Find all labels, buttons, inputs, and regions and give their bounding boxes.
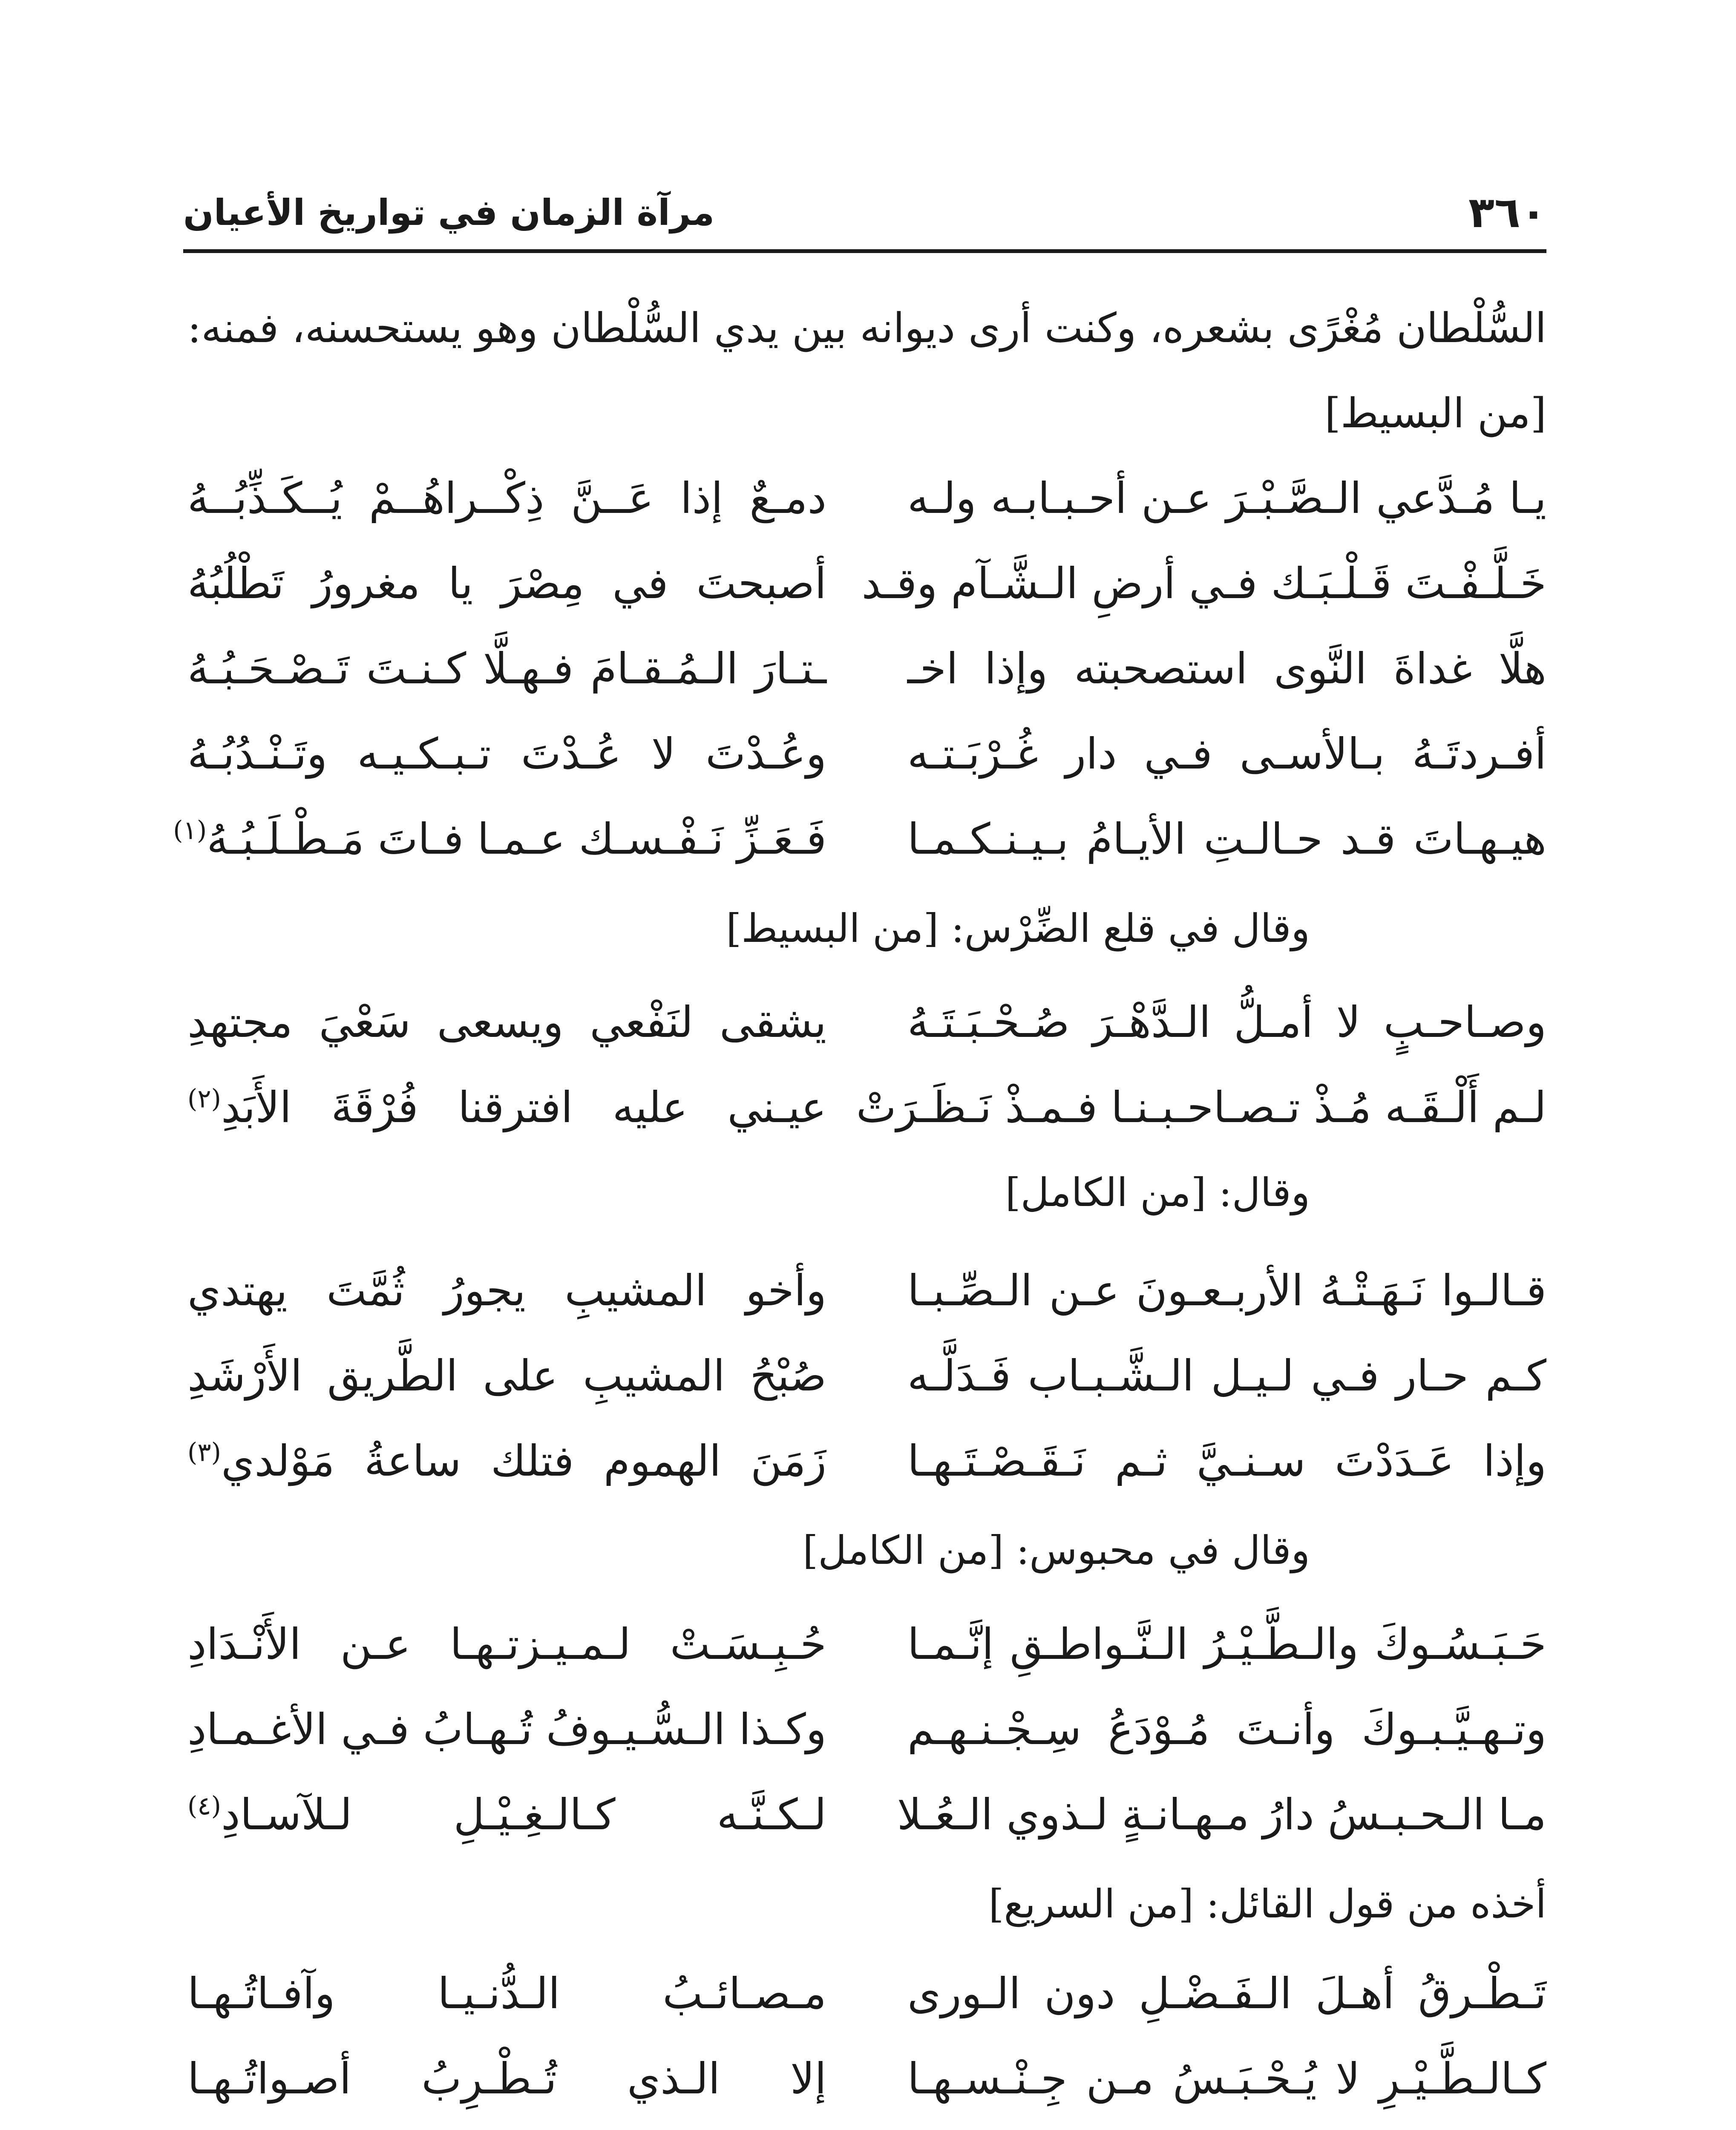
verse-row xyxy=(187,1065,1546,1150)
hemistich-text: فَـعَـزِّ نَـفْـسـك عـمـا فـاتَ مَـطْـلَـبُـهُ xyxy=(207,814,826,864)
footnote-marker: (٣) xyxy=(187,1437,222,1468)
verse-row xyxy=(187,1419,1546,1504)
hemistich-second xyxy=(187,1419,826,1504)
hemistich-second: حُـبِـسَـتْ لـمـيـزتـهـا عـن الأَنْـدَادِ xyxy=(187,1619,826,1669)
verse-row xyxy=(187,1602,1546,1687)
verse-row xyxy=(187,2036,1546,2121)
hemistich-first: كـم حـار فـي لـيـل الـشَّـبـاب فَـدَلَّـه xyxy=(907,1351,1546,1401)
hemistich-second: وعُـدْتَ لا عُـدْتَ تـبـكـيـه وتَـنْـدُبُـهُ xyxy=(187,729,826,779)
footnote-marker: (١) xyxy=(173,815,207,846)
hemistich-second xyxy=(187,1065,826,1150)
hemistich-second: أصبحتَ في مِصْرَ يا مغرورُ تَطْلُبُهُ xyxy=(187,558,826,608)
hemistich-text: عيـني عليه افترقنا فُرْقَةَ الأَبَدِ xyxy=(221,1082,826,1132)
hemistich-second: مـصـائـبُ الـدُّنـيـا وآفـاتُـهـا xyxy=(187,1969,826,2018)
verse-row xyxy=(187,711,1546,797)
intro-paragraph: السُّلْطان مُغْرًى بشعره، وكنت أرى ديوانه بين يدي السُّلْطان وهو يستحسنه، فمنه: [من البسيط] xyxy=(187,304,1546,437)
poem-4-intro: وقال في محبوس: [من الكامل] xyxy=(803,1528,1310,1573)
hemistich-second xyxy=(173,797,826,882)
hemistich-second: صُبْحُ المشيبِ على الطَّريق الأَرْشَدِ xyxy=(187,1351,826,1401)
running-header xyxy=(183,183,1546,247)
poem-4 xyxy=(187,1602,1546,1857)
poem-5 xyxy=(187,1951,1546,2121)
hemistich-second: وأخو المشيبِ يجورُ ثُمَّتَ يهتدي xyxy=(187,1266,826,1315)
page-number: ٣٦٠ xyxy=(1468,187,1546,237)
verse-row xyxy=(187,980,1546,1065)
poem-3 xyxy=(187,1248,1546,1504)
hemistich-second xyxy=(187,1772,826,1857)
verse-row xyxy=(187,1248,1546,1333)
hemistich-first: وتـهـيَّـبـوكَ وأنـتَ مُـوْدَعُ سِـجْـنـهـم xyxy=(907,1704,1546,1754)
hemistich-second: ـتـارَ الـمُـقـامَ فـهـلَّا كـنـتَ تَـصْـحَـبُـهُ xyxy=(187,644,826,694)
poem-2-intro: وقال في قلع الضِّرْس: [من البسيط] xyxy=(726,906,1310,951)
header-rule xyxy=(183,249,1546,253)
hemistich-first: يـا مُـدَّعي الـصَّـبْـرَ عـن أحـبـابـه ولـه xyxy=(907,473,1546,523)
footnote-marker: (٢) xyxy=(187,1084,222,1114)
verse-row xyxy=(187,1772,1546,1857)
hemistich-first: هيـهـاتَ قـد حـالـتِ الأيـامُ بـيـنـكـمـا xyxy=(907,814,1546,864)
hemistich-first: حَـبَـسُـوكَ والـطَّـيْـرُ الـنَّـواطـقِ إنَّـمـا xyxy=(907,1619,1546,1669)
hemistich-first: هلَّا غداةَ النَّوى استصحبته وإذا اخـ xyxy=(907,644,1546,694)
verse-row xyxy=(187,541,1546,626)
hemistich-first: أفـردتَـهُ بـالأسـى فـي دار غُـرْبَـتـه xyxy=(907,729,1546,779)
verse-row xyxy=(173,797,1546,882)
hemistich-first: تَـطْـرقُ أهـلَ الـفَـضْـلِ دون الـورى xyxy=(907,1969,1546,2018)
hemistich-text: زَمَنَ الهموم فتلك ساعةُ مَوْلدي xyxy=(221,1436,826,1486)
verse-row xyxy=(187,1687,1546,1772)
verse-row xyxy=(187,626,1546,711)
hemistich-first: خَـلَّـفْـتَ قَـلْـبَـك فـي أرضِ الـشَّـآم وقـد xyxy=(861,558,1546,608)
poem-3-intro: وقال: [من الكامل] xyxy=(1005,1170,1310,1215)
hemistich-first: كـالـطَّـيْـرِ لا يُـحْـبَـسُ مـن جِـنْـسـهـا xyxy=(907,2054,1546,2104)
hemistich-first: لـم أَلْـقَـه مُـذْ تـصـاحـبـنـا فـمـذْ نَـظَـرَتْ xyxy=(856,1082,1546,1132)
hemistich-first: قـالـوا نَـهَـتْـهُ الأربـعـونَ عـن الـصِّـبـا xyxy=(907,1266,1546,1315)
hemistich-second: إلا الـذي تُـطْـرِبُ أصـواتُـهـا xyxy=(187,2054,826,2104)
book-title: مرآة الزمان في تواريخ الأعيان xyxy=(183,192,715,233)
hemistich-second: دمـعٌ إذا عَــنَّ ذِكْــراهُــمْ يُــكَـذِّبُــهُ xyxy=(187,473,826,523)
verse-row xyxy=(187,456,1546,541)
hemistich-first: وإذا عَـدَدْتَ سـنـيَّ ثـم نَـقَـصْـتَـهـا xyxy=(907,1436,1546,1486)
hemistich-first: وصـاحـبٍ لا أمـلُّ الـدَّهْـرَ صُـحْـبَـتَـهُ xyxy=(907,997,1546,1047)
verse-row xyxy=(187,1951,1546,2036)
hemistich-second: يشقى لنَفْعي ويسعى سَعْيَ مجتهدِ xyxy=(187,997,826,1047)
poem-2 xyxy=(187,980,1546,1150)
hemistich-text: لـكـنَّـه كـالـغِـيْـلِ لـلآسـادِ xyxy=(221,1790,826,1839)
footnote-marker: (٤) xyxy=(187,1791,222,1821)
hemistich-first: مـا الـحـبـسُ دارُ مـهـانـةٍ لـذوي الـعُـلا xyxy=(897,1790,1546,1839)
verse-row xyxy=(187,1333,1546,1419)
poem-5-intro: أخذه من قول القائل: [من السريع] xyxy=(988,1881,1546,1927)
poem-1 xyxy=(173,456,1546,882)
hemistich-second: وكـذا الـسُّـيـوفُ تُـهـابُ فـي الأغـمـادِ xyxy=(187,1704,826,1754)
